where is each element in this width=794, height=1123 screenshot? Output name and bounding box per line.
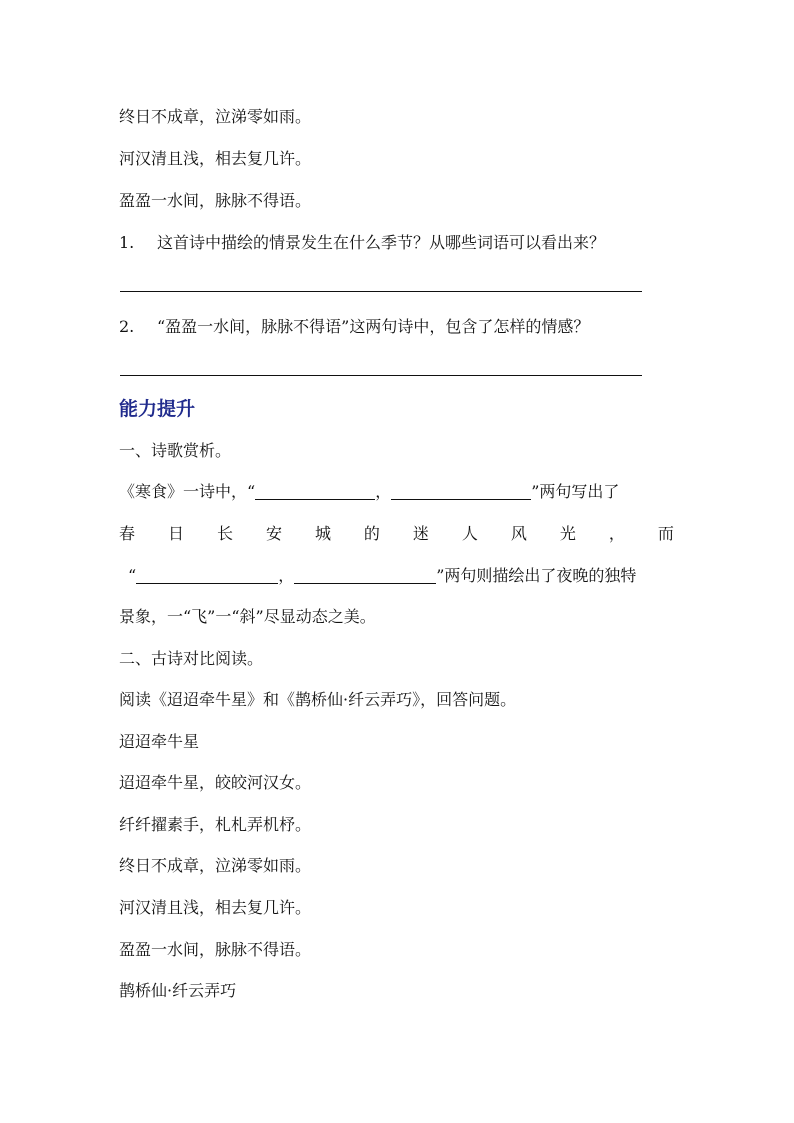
question-2-text: “盈盈一水间，脉脉不得语”这两句诗中，包含了怎样的情感？ (157, 317, 590, 336)
question-1-text: 这首诗中描绘的情景发生在什么季节？从哪些词语可以看出来？ (157, 233, 606, 252)
part1-line-3 (128, 566, 636, 586)
char: 光 (559, 524, 576, 543)
part2-instruction: 阅读《迢迢牵牛星》和《鹊桥仙·纤云弄巧》，回答问题。 (119, 690, 517, 709)
part1-line-1 (119, 482, 619, 502)
fill-blank-2[interactable] (391, 483, 531, 500)
part1-line-2 (119, 524, 674, 544)
question-1-number: 1. (119, 233, 135, 252)
part1-line3-suffix: ”两句则描绘出了夜晚的独特 (436, 566, 637, 585)
char: 人 (461, 524, 478, 543)
char: 长 (216, 524, 233, 543)
part1-line1-suffix: ”两句写出了 (531, 482, 620, 501)
part1-title: 一、诗歌赏析。 (119, 441, 232, 460)
answer-line-2[interactable] (120, 375, 642, 376)
poem-tail-line-3: 盈盈一水间，脉脉不得语。 (119, 191, 312, 210)
poem-line-4: 河汉清且浅，相去复几许。 (119, 898, 312, 917)
poem-line-1: 迢迢牵牛星，皎皎河汉女。 (119, 773, 312, 792)
part1-line3-prefix: “ (128, 566, 137, 585)
char: 城 (314, 524, 331, 543)
poem-title: 迢迢牵牛星 (119, 732, 200, 751)
char: 春 (119, 524, 136, 543)
fill-blank-4[interactable] (294, 567, 436, 584)
part2-title: 二、古诗对比阅读。 (119, 649, 264, 668)
part1-line-4: 景象，一“飞”一“斜”尽显动态之美。 (119, 607, 376, 626)
poem-line-5: 盈盈一水间，脉脉不得语。 (119, 940, 312, 959)
part1-line3-sep: ， (278, 566, 295, 585)
question-1 (119, 233, 605, 253)
fill-blank-1[interactable] (255, 483, 375, 500)
poem-tail-line-2: 河汉清且浅，相去复几许。 (119, 149, 312, 168)
fill-blank-3[interactable] (136, 567, 278, 584)
part1-line1-prefix: 《寒食》一诗中，“ (119, 482, 256, 501)
char: 的 (363, 524, 380, 543)
question-2 (119, 317, 589, 337)
poem-line-3: 终日不成章，泣涕零如雨。 (119, 856, 312, 875)
char: ， (608, 524, 625, 543)
poem2-title: 鹊桥仙·纤云弄巧 (119, 981, 237, 1000)
char: 安 (265, 524, 282, 543)
question-2-number: 2. (119, 317, 135, 336)
char: 风 (510, 524, 527, 543)
poem-line-2: 纤纤擢素手，札札弄机杼。 (119, 815, 312, 834)
part1-line1-sep: ， (375, 482, 392, 501)
char: 迷 (412, 524, 429, 543)
char: 日 (167, 524, 184, 543)
section-title: 能力提升 (119, 398, 196, 420)
char: 而 (657, 524, 674, 543)
answer-line-1[interactable] (120, 291, 642, 292)
poem-tail-line-1: 终日不成章，泣涕零如雨。 (119, 107, 312, 126)
